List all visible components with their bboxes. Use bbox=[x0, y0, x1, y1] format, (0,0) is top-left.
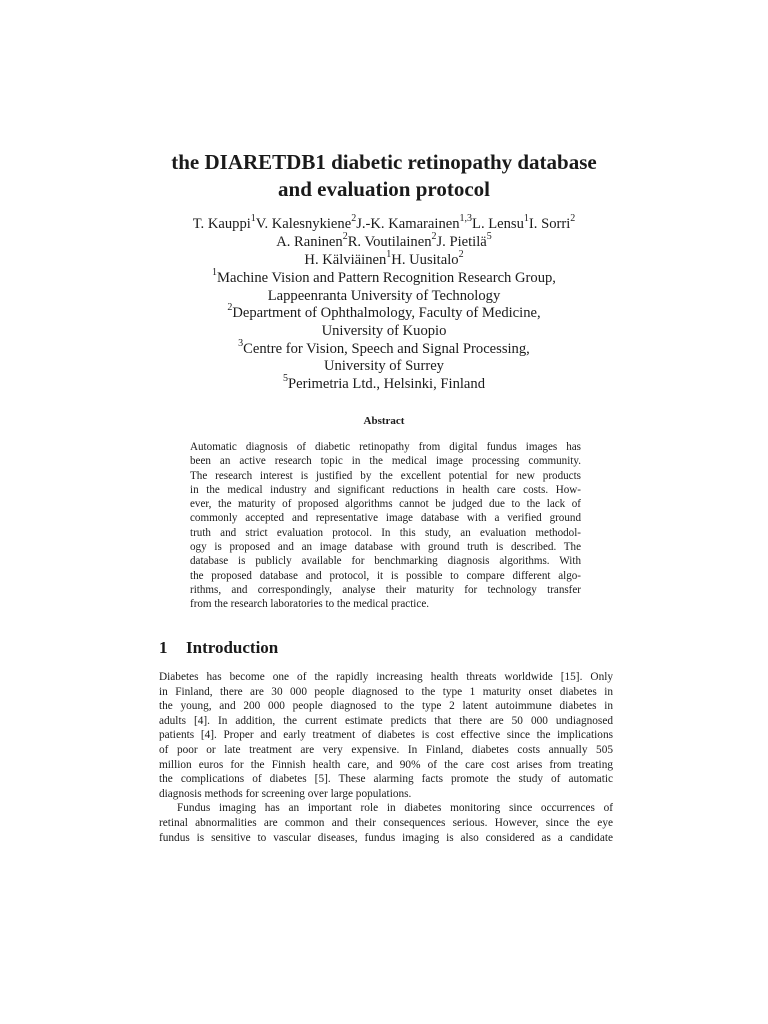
abstract-line: ogy is proposed and an image database with ground truth is described. The bbox=[190, 541, 581, 554]
author-affiliation-mark: 1 bbox=[386, 249, 392, 261]
affiliation-text: Perimetria Ltd., Helsinki, Finland bbox=[288, 376, 485, 392]
abstract-line: truth and strict evaluation protocol. In this study, an evaluation methodol- bbox=[190, 526, 581, 539]
abstract-body bbox=[190, 440, 581, 612]
affiliation-text: Centre for Vision, Speech and Signal Processing, bbox=[243, 341, 530, 357]
author-affiliation-mark: 2 bbox=[458, 249, 464, 261]
body-line: fundus is sensitive to vascular diseases, fundus imaging is also considered as a candidate bbox=[159, 831, 613, 844]
abstract-line: The research interest is justified by the excellent potential for new products bbox=[190, 469, 581, 482]
author-affiliation-mark: 2 bbox=[570, 213, 576, 225]
affiliation-1-line-1 bbox=[0, 267, 768, 287]
body-line: of poor or late treatment are very expensive. In Finland, diabetes costs annually 505 bbox=[159, 743, 613, 756]
abstract-line: ever, the maturity of proposed algorithms cannot be judged due to the lack of bbox=[190, 498, 581, 511]
author-name: J.-K. Kamarainen bbox=[356, 216, 460, 232]
authors-line-1 bbox=[0, 213, 768, 233]
abstract-line: Automatic diagnosis of diabetic retinopathy from digital fundus images has bbox=[190, 441, 581, 453]
introduction-body bbox=[159, 670, 613, 845]
author-name: J. Pietilä bbox=[436, 234, 487, 250]
abstract-line: from the research laboratories to the medical practice. bbox=[190, 598, 430, 611]
affiliation-3-line-2: University of Surrey bbox=[324, 358, 444, 374]
affiliation-3-line-1 bbox=[0, 338, 768, 358]
affiliation-1-line-2: Lappeenranta University of Technology bbox=[267, 288, 501, 304]
affiliation-mark: 1 bbox=[212, 267, 218, 279]
paper-title-line-1: the DIARETDB1 diabetic retinopathy database bbox=[171, 150, 597, 174]
author-name: V. Kalesnykiene bbox=[255, 216, 352, 232]
body-line: Fundus imaging has an important role in diabetes monitoring since occurrences of bbox=[177, 802, 613, 815]
affiliation-text: Department of Ophthalmology, Faculty of Medicine, bbox=[232, 305, 541, 321]
author-name: H. Uusitalo bbox=[391, 252, 459, 268]
author-affiliation-mark: 5 bbox=[486, 231, 492, 243]
abstract-line: commonly accepted and representative image database with a verified ground bbox=[190, 512, 581, 525]
body-line: retinal abnormalities are common and their consequences serious. However, since the eye bbox=[159, 816, 613, 829]
body-line: million euros for the Finnish health care, and 90% of the care cost arises from treating bbox=[159, 758, 613, 771]
affiliation-2-line-1 bbox=[0, 302, 768, 322]
section-title: Introduction bbox=[186, 638, 279, 657]
author-affiliation-mark: 1 bbox=[523, 213, 529, 225]
abstract-heading: Abstract bbox=[363, 415, 405, 427]
body-line: in Finland, there are 30 000 people diagnosed to the type 1 maturity onset diabetes in bbox=[159, 685, 613, 698]
abstract-line: database is publicly available for benchmarking diagnosis algorithms. With bbox=[190, 555, 581, 568]
author-affiliation-mark: 2 bbox=[351, 213, 357, 225]
abstract-line: in the medical industry and significant reductions in health care costs. How- bbox=[190, 483, 581, 496]
abstract-line: the proposed database and protocol, it is possible to compare different algo- bbox=[190, 569, 581, 582]
affiliation-mark: 2 bbox=[227, 302, 233, 314]
body-line: patients [4]. Proper and early treatment of diabetes is cost effective since the implications bbox=[159, 729, 613, 742]
affiliation-5-line-1 bbox=[0, 373, 768, 393]
paper-title-line-2: and evaluation protocol bbox=[278, 177, 490, 201]
author-name: I. Sorri bbox=[528, 216, 571, 232]
body-line: adults [4]. In addition, the current estimate predicts that there are 50 000 undiagnosed bbox=[159, 714, 613, 727]
author-name: A. Raninen bbox=[276, 234, 343, 250]
author-affiliation-mark: 2 bbox=[431, 231, 437, 243]
author-affiliation-mark: 1,3 bbox=[459, 213, 473, 225]
author-name: T. Kauppi bbox=[192, 216, 251, 232]
abstract-line: rithms, and correspondingly, analyse their maturity for technology transfer bbox=[190, 583, 581, 596]
author-name: H. Kälviäinen bbox=[304, 252, 387, 268]
author-affiliation-mark: 2 bbox=[342, 231, 348, 243]
section-heading bbox=[159, 637, 278, 659]
author-name: L. Lensu bbox=[472, 216, 524, 232]
abstract-line: been an active research topic in the medical image processing community. bbox=[190, 455, 581, 468]
authors-line-3 bbox=[0, 249, 768, 269]
affiliation-text: Machine Vision and Pattern Recognition Research Group, bbox=[217, 270, 556, 286]
author-affiliation-mark: 1 bbox=[250, 213, 256, 225]
body-line: diagnosis methods for screening over large populations. bbox=[159, 787, 412, 800]
affiliation-mark: 5 bbox=[283, 373, 288, 385]
affiliation-2-line-2: University of Kuopio bbox=[321, 323, 447, 339]
authors-line-2 bbox=[0, 231, 768, 251]
body-line: the young, and 200 000 people diagnosed to the type 2 latent autoimmune diabetes in bbox=[159, 700, 613, 713]
section-number: 1 bbox=[159, 638, 168, 657]
author-name: R. Voutilainen bbox=[347, 234, 432, 250]
body-line: Diabetes has become one of the rapidly increasing health threats worldwide [15]. Only bbox=[159, 671, 613, 683]
body-line: the complications of diabetes [5]. These alarming facts promote the study of automatic bbox=[159, 773, 613, 786]
affiliation-mark: 3 bbox=[238, 338, 244, 350]
